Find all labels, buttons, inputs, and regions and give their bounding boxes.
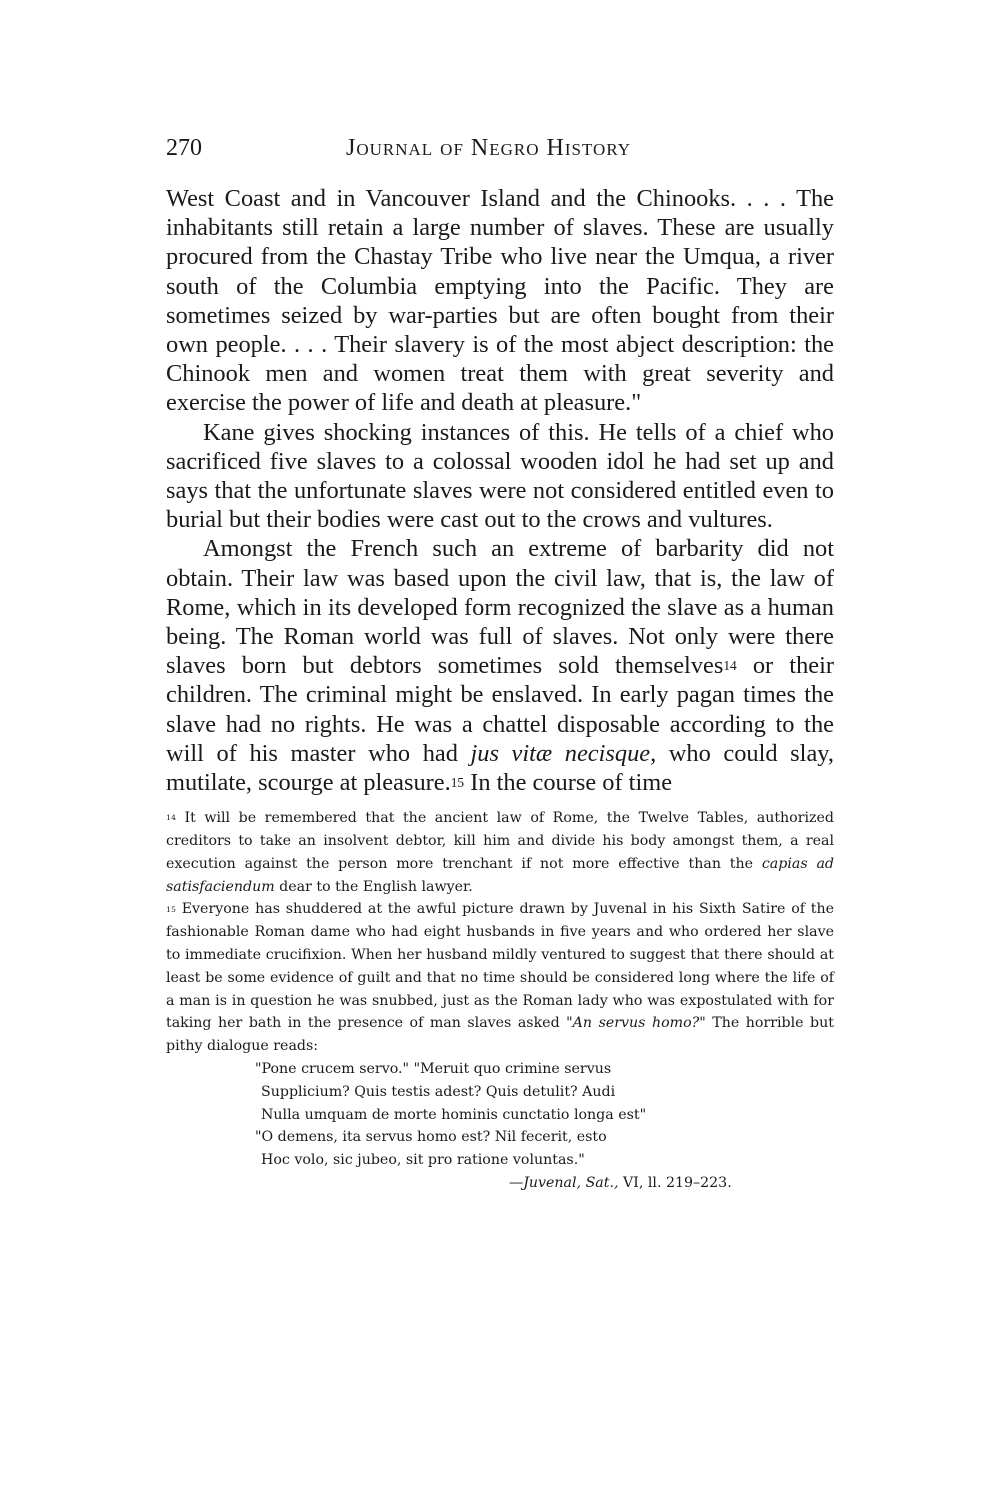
latin-phrase: jus vitæ necisque, [470,739,657,767]
paragraph-3-text-3: who could slay, mutilate, scourge at pleasure. [166,739,834,797]
attribution-dash: — [509,1175,524,1192]
attribution-author: Juvenal, Sat., [523,1175,619,1192]
footnote-14-marker: 14 [166,813,176,823]
attribution-reference: VI, ll. 219–223. [618,1175,732,1192]
journal-title: Journal of Negro History [346,135,631,161]
footnote-14 [166,807,834,898]
page-number: 270 [166,135,202,161]
verse-attribution [509,1172,834,1195]
footnote-14-text-1: It will be remembered that the ancient law of Rome, the Twelve Tables, authorized creditors to take an insolvent debtor, kill him and divide his body amongst them, a real execution against the person more trenchant if not more effective than the [166,810,834,872]
paragraph-3-text-4: In the course of time [464,769,673,797]
verse-line-4: "O demens, ita servus homo est? Nil fecerit, esto [255,1129,607,1146]
verse-line-2: Supplicium? Quis testis adest? Quis detulit? Audi [261,1083,616,1100]
running-head [166,128,834,168]
footnote-14-italic: capias ad satisfaciendum [166,855,834,895]
verse-quotation [255,1058,834,1195]
footnote-15-text-1: Everyone has shuddered at the awful picture drawn by Juvenal in his Sixth Satire of the fashionable Roman dame who had eight husbands in five years and who ordered her slave to immediate crucifixion. When her husband mildly ventured to suggest that there should at least be some evidence of guilt and that no time should be considered long where the life of a man is in question he was snubbed, just as the Roman lady who was expostulated with for taking her bath in the presence of man slaves asked [166,901,834,1032]
paragraph-3 [166,534,834,797]
footnotes [166,807,834,1195]
footnote-15 [166,898,834,1058]
verse-line-1: "Pone crucem servo." "Meruit quo crimine servus [255,1061,612,1078]
footnote-ref-15[interactable]: 15 [450,774,465,790]
paragraph-2: Kane gives shocking instances of this. He tells of a chief who sacrificed five slaves to a colossal wooden idol he had set up and says that the unfortunate slaves were not considered entitled even to burial but their bodies were cast out to the crows and vultures. [166,418,834,534]
footnote-15-text-2: The horrible but pithy dialogue reads: [166,1015,834,1055]
verse-line-3: Nulla umquam de morte hominis cunctatio longa est" [261,1106,647,1123]
footnote-15-marker: 15 [166,904,176,914]
footnote-ref-14[interactable]: 14 [723,657,737,673]
paragraph-3-text-2: or their children. The criminal might be enslaved. In early pagan times the slave had no rights. He was a chattel disposable according to the will of his master who had [166,652,834,767]
footnote-15-italic: "An servus homo?" [566,1015,706,1032]
verse-line-5: Hoc volo, sic jubeo, sit pro ratione voluntas." [261,1152,585,1169]
page [166,128,834,1195]
footnote-14-text-2: dear to the English lawyer. [274,878,473,895]
body-text [166,184,834,797]
paragraph-3-text-1: Amongst the French such an extreme of barbarity did not obtain. Their law was based upon the civil law, that is, the law of Rome, which in its developed form recognized the slave as a human being. The Roman world was full of slaves. Not only were there slaves born but debtors sometimes sold themselves [166,535,834,680]
paragraph-1: West Coast and in Vancouver Island and the Chinooks. . . . The inhabitants still retain a large number of slaves. These are usually procured from the Chastay Tribe who live near the Umqua, a river south of the Columbia emptying into the Pacific. They are sometimes seized by war-parties but are often bought from their own people. . . . Their slavery is of the most abject description: the Chinook men and women treat them with great severity and exercise the power of life and death at pleasure." [166,185,834,417]
